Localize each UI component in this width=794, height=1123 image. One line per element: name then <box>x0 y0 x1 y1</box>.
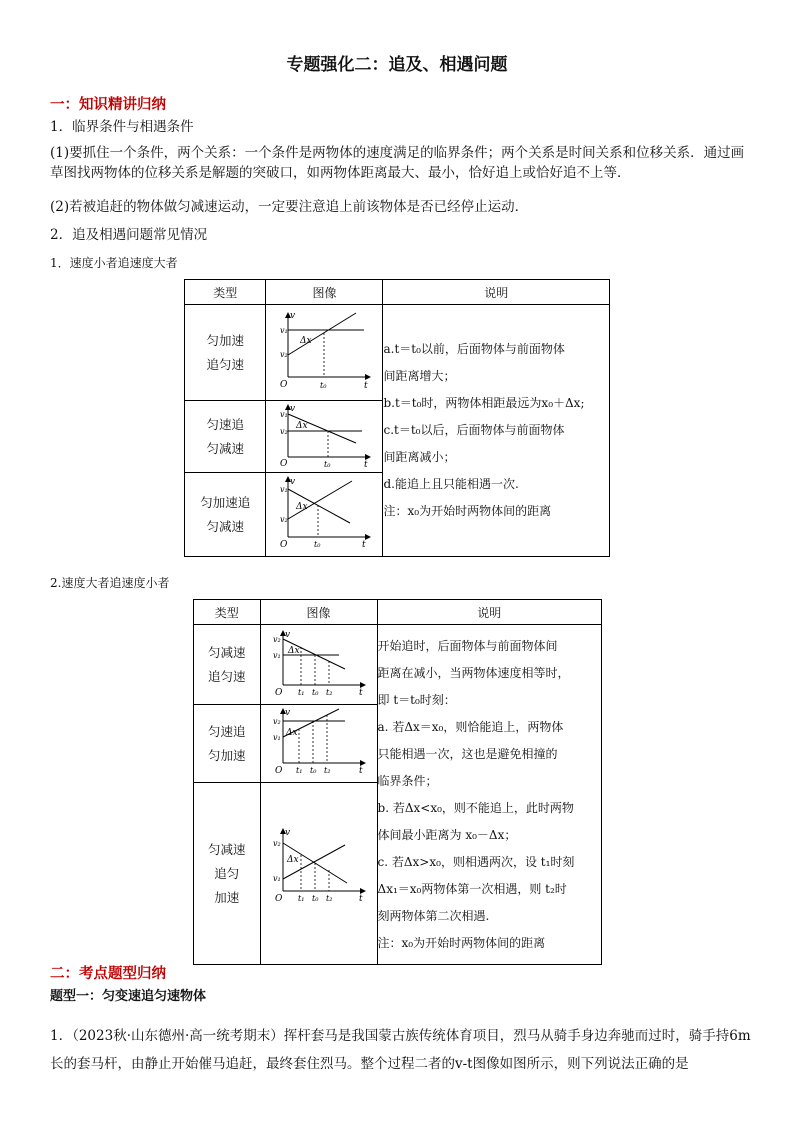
table2-header-desc: 说明 <box>377 600 601 625</box>
table1 <box>184 279 610 557</box>
question-1: 1．（2023秋·山东德州·高一统考期末）挥杆套马是我国蒙古族传统体育项目，烈马从骑手身边奔驰而过时，骑手持6m长的套马杆，由静止开始催马追赶，最终套住烈马。整个过程二者的v-t图像如图所示，则下列说法正确的是 <box>50 1028 751 1072</box>
sub1: 1．速度小者追速度大者 <box>50 256 178 270</box>
svg-text:Δx: Δx <box>296 502 309 512</box>
svg-text:v: v <box>290 404 296 414</box>
table1-row2-type: 匀速追 匀减速 <box>185 401 266 473</box>
svg-text:v: v <box>290 311 296 321</box>
svg-text:Δx: Δx <box>286 855 299 865</box>
page-title: 专题强化二：追及、相遇问题 <box>286 55 508 75</box>
svg-text:Δx: Δx <box>285 728 298 738</box>
svg-text:t: t <box>358 688 363 698</box>
svg-text:t: t <box>364 381 369 391</box>
svg-text:t₀: t₀ <box>314 540 321 549</box>
svg-text:v₂: v₂ <box>280 350 289 359</box>
table1-header-type: 类型 <box>185 280 266 305</box>
svg-text:v₂: v₂ <box>272 717 281 726</box>
svg-text:t₁: t₁ <box>297 894 304 903</box>
vt-graph-uniform-chase-decel <box>266 401 382 469</box>
svg-text:v₁: v₁ <box>272 874 281 883</box>
svg-text:t₀: t₀ <box>324 460 331 469</box>
table1-header-image: 图像 <box>266 280 383 305</box>
vt-graph-accel-chase-decel <box>266 473 382 553</box>
table2-row2-type: 匀速追 匀加速 <box>194 705 261 783</box>
vt-graph-decel-chase-accel <box>261 783 377 961</box>
svg-text:t₀: t₀ <box>311 688 318 697</box>
vt-graph-uniform-chase-accel <box>261 705 377 779</box>
item1: 1．临界条件与相遇条件 <box>50 119 194 135</box>
svg-text:v₂: v₂ <box>280 515 289 524</box>
vt-graph-decel-chase-uniform <box>261 625 377 701</box>
table2-description: 开始追时，后面物体与前面物体间 距离在减小，当两物体速度相等时， 即 t＝t₀时刻： a. 若Δx＝x₀，则恰能追上，两物体 只能相遇一次，这也是避免相撞的 临界条件； b. 若Δx<x₀，则不能追上，此时两物 体间最小距离为 x₀－Δx； c. 若Δx>x₀，则相遇两次，设 t₁时刻 Δx₁＝x₀两物体第一次相遇，则 t₂时 刻两物体第二次相遇. 注：x₀为开始时两物体间的距离 <box>377 625 601 965</box>
svg-text:Δx: Δx <box>300 336 313 346</box>
svg-text:t₀: t₀ <box>311 894 318 903</box>
svg-text:v: v <box>290 477 296 487</box>
svg-text:O: O <box>274 766 282 776</box>
svg-text:t₀: t₀ <box>320 381 327 390</box>
table1-header-desc: 说明 <box>383 280 610 305</box>
svg-text:t₂: t₂ <box>325 688 332 697</box>
table2-header-type: 类型 <box>194 600 261 625</box>
table2-row3-type: 匀减速 追匀 加速 <box>194 783 261 965</box>
svg-text:t: t <box>362 540 367 550</box>
svg-text:v₁: v₁ <box>272 733 281 742</box>
para2: (2)若被追赶的物体做匀减速运动，一定要注意追上前该物体是否已经停止运动． <box>50 199 529 215</box>
svg-text:v₁: v₁ <box>280 485 289 494</box>
svg-text:v₂: v₂ <box>272 635 281 644</box>
svg-text:t: t <box>364 460 369 469</box>
svg-text:v₁: v₁ <box>280 410 289 419</box>
svg-text:v₂: v₂ <box>280 427 289 436</box>
svg-text:t₂: t₂ <box>325 894 332 903</box>
svg-text:Δx: Δx <box>296 421 309 431</box>
table1-row2-graph <box>266 401 383 473</box>
table1-row1-graph <box>266 305 383 401</box>
table2-row1-type: 匀减速 追匀速 <box>194 625 261 705</box>
svg-text:v₁: v₁ <box>272 651 281 660</box>
svg-text:v: v <box>284 828 290 838</box>
svg-text:v: v <box>284 708 290 718</box>
para1: (1)要抓住一个条件，两个关系：一个条件是两物体的速度满足的临界条件；两个关系是时间关系和位移关系．通过画草图找两物体的位移关系是解题的突破口，如两物体距离最大、最小，恰好追上或恰好追不上等． <box>50 145 745 181</box>
svg-text:t₀: t₀ <box>309 766 316 775</box>
svg-text:t₁: t₁ <box>295 766 302 775</box>
section1-heading: 一：知识精讲归纳 <box>50 97 166 113</box>
svg-text:v₂: v₂ <box>272 839 281 848</box>
svg-text:O: O <box>280 459 288 469</box>
table2-row2-graph <box>260 705 377 783</box>
table2-row3-graph <box>260 783 377 965</box>
svg-text:t: t <box>358 766 363 776</box>
svg-text:O: O <box>274 688 282 698</box>
type1-heading: 题型一：匀变速追匀速物体 <box>50 989 207 1004</box>
svg-text:Δx: Δx <box>287 646 300 656</box>
table2-row1-graph <box>260 625 377 705</box>
vt-graph-accel-chase-uniform <box>266 305 382 397</box>
table2 <box>193 599 602 965</box>
svg-text:t₁: t₁ <box>297 688 304 697</box>
svg-text:t₂: t₂ <box>323 766 330 775</box>
table1-row1-type: 匀加速 追匀速 <box>185 305 266 401</box>
svg-text:v: v <box>284 630 290 640</box>
table1-row3-graph <box>266 473 383 557</box>
svg-text:O: O <box>280 380 288 390</box>
svg-text:O: O <box>274 894 282 904</box>
section2-heading: 二：考点题型归纳 <box>50 966 166 982</box>
table1-row3-type: 匀加速追 匀减速 <box>185 473 266 557</box>
table2-header-image: 图像 <box>260 600 377 625</box>
sub2: 2.速度大者追速度小者 <box>50 576 170 590</box>
svg-text:t: t <box>358 894 363 904</box>
svg-text:O: O <box>280 540 288 550</box>
svg-text:v₁: v₁ <box>280 326 289 335</box>
item2: 2．追及相遇问题常见情况 <box>50 227 208 243</box>
table1-description: a.t＝t₀以前，后面物体与前面物体 间距离增大； b.t＝t₀时，两物体相距最远为x₀＋Δx; c.t＝t₀以后，后面物体与前面物体 间距离减小； d.能追上且只能相遇一次. 注：x₀为开始时两物体间的距离 <box>383 305 610 557</box>
